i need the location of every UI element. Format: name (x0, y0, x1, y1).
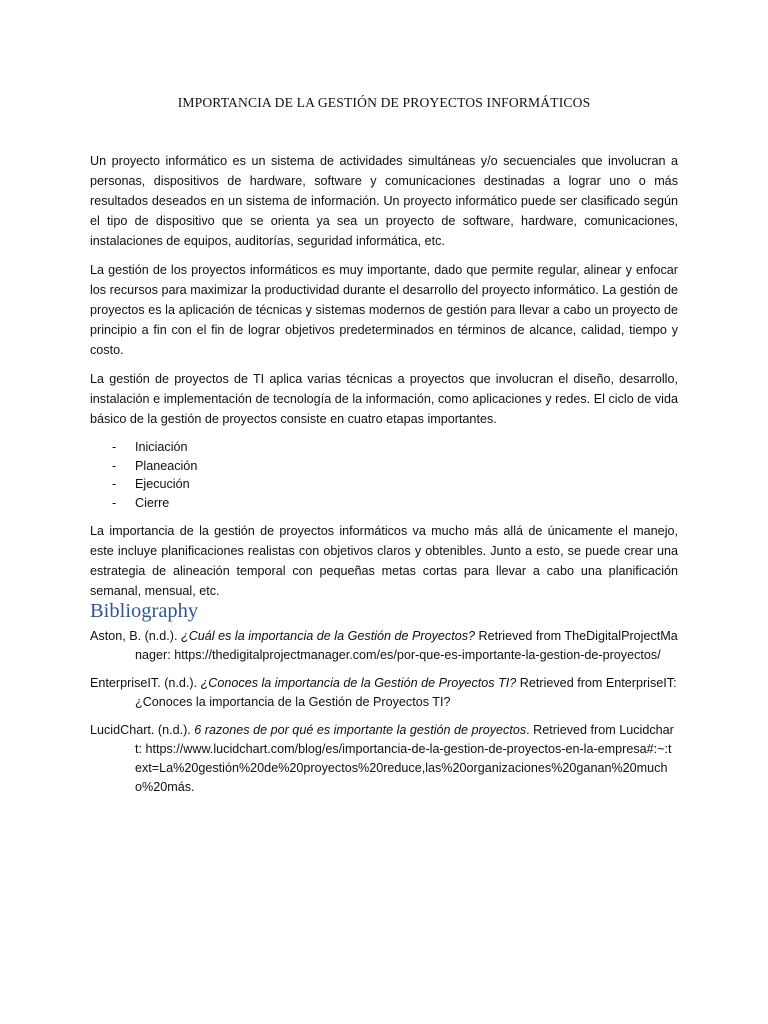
entry-author: EnterpriseIT. (n.d.). (90, 676, 201, 690)
paragraph-it-management: La gestión de proyectos de TI aplica varias técnicas a proyectos que involucran el diseño, desarrollo, instalación e implementación de tecnología de la información, como aplicaciones y redes. El ciclo de vida básico de la gestión de proyectos consiste en cuatro etapas importantes. (90, 372, 678, 426)
list-bullet: - (112, 440, 117, 454)
stage-label: Cierre (135, 495, 170, 510)
document-title: IMPORTANCIA DE LA GESTIÓN DE PROYECTOS INFORMÁTICOS (177, 95, 591, 110)
list-item (90, 494, 678, 513)
list-bullet: - (112, 477, 117, 491)
stage-label: Iniciación (135, 440, 188, 454)
stage-label: Planeación (135, 458, 198, 473)
stages-list (90, 438, 678, 512)
stage-label: Ejecución (135, 477, 190, 491)
entry-title: ¿Cuál es la importancia de la Gestión de Proyectos? (181, 629, 476, 643)
list-bullet: - (112, 458, 117, 473)
document-body (90, 151, 678, 610)
bibliography-heading: Bibliography (90, 600, 199, 622)
bibliography-entry (90, 627, 678, 665)
entry-source: Retrieved from EnterpriseIT: ¿Conoces la importancia de la Gestión de Proyectos TI? (135, 676, 677, 709)
entry-source: Retrieved from TheDigitalProjectManager: https://thedigitalprojectmanager.com/es/por-que-es-importante-la-gestion-de-proyectos/ (135, 629, 678, 662)
list-bullet: - (112, 495, 117, 510)
bibliography-entry (90, 674, 678, 712)
list-item (90, 475, 678, 494)
list-item (90, 438, 678, 457)
entry-title: 6 razones de por qué es importante la gestión de proyectos (194, 723, 527, 737)
bibliography-list (90, 627, 678, 806)
entry-author: Aston, B. (n.d.). (90, 629, 181, 643)
entry-author: LucidChart. (n.d.). (90, 723, 195, 737)
paragraph-conclusion: La importancia de la gestión de proyectos informáticos va mucho más allá de únicamente el manejo, este incluye planificaciones realistas con objetivos claros y obtenibles. Junto a esto, se puede crear una estrategia de alineación temporal con pequeñas metas cortas para llevar a cabo una planificación semanal, mensual, etc. (90, 524, 678, 598)
paragraph-definition: Un proyecto informático es un sistema de actividades simultáneas y/o secuenciales que involucran a personas, dispositivos de hardware, software y comunicaciones destinadas a lograr uno o más resultados deseados en un sistema de información. Un proyecto informático puede ser clasificado según el tipo de dispositivo que se orienta ya sea un proyecto de software, hardware, comunicaciones, instalaciones de equipos, auditorías, seguridad informática, etc. (90, 154, 678, 248)
paragraph-importance: La gestión de los proyectos informáticos es muy importante, dado que permite regular, alinear y enfocar los recursos para maximizar la productividad durante el desarrollo del proyecto informático. La gestión de proyectos es la aplicación de técnicas y sistemas modernos de gestión para llevar a cabo un proyecto de principio a fin con el fin de lograr objetivos predeterminados en términos de alcance, calidad, tiempo y costo. (90, 263, 678, 357)
entry-title: ¿Conoces la importancia de la Gestión de Proyectos TI? (200, 676, 517, 690)
bibliography-entry (90, 721, 678, 797)
entry-source: . Retrieved from Lucidchart: https://www.lucidchart.com/blog/es/importancia-de-la-gestion-de-proyectos-en-la-empresa#:~:text=La%20gestión%20de%20proyectos%20reduce,las%20organizaciones%20ganan%20mucho%20más. (135, 723, 674, 794)
list-item (90, 457, 678, 476)
